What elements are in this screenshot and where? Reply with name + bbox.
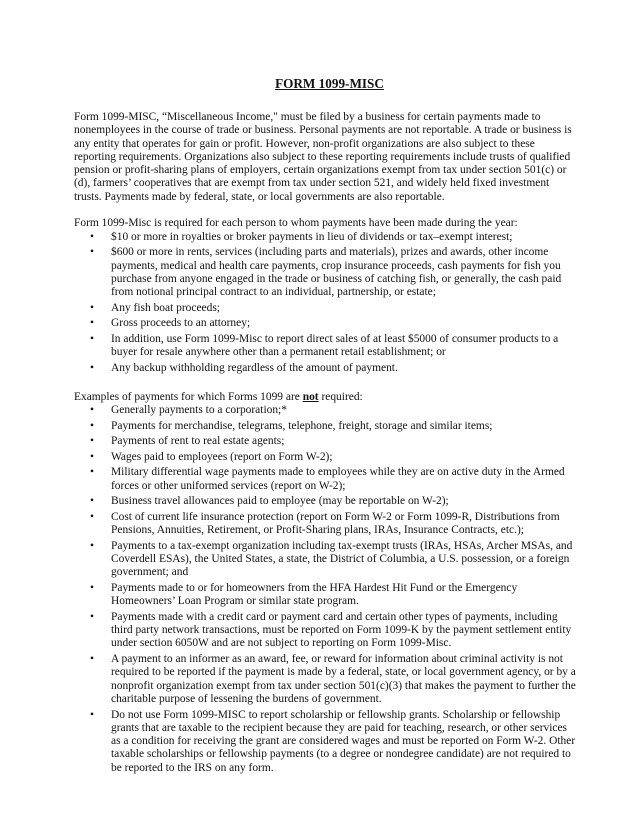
list-item	[74, 404, 577, 417]
list-item	[74, 611, 577, 651]
list-item-text: $600 or more in rents, services (including parts and materials), prizes and awards, other income payments, medical and health care payments, crop insurance proceeds, cash payments for fish you purchase from anyone engaged in the trade or business of catching fish, or generally, the cash paid from notional principal contract to an individual, partnership, or estate;	[111, 246, 562, 299]
bullet-icon: •	[90, 495, 95, 508]
list-item-text: Wages paid to employees (report on Form W-2);	[111, 450, 333, 463]
not-required-heading-start: Examples of payments for which Forms 1099 are	[74, 390, 303, 403]
not-required-heading	[74, 391, 577, 404]
bullet-icon: •	[90, 539, 95, 552]
list-item	[74, 495, 577, 508]
bullet-icon: •	[90, 317, 95, 330]
bullet-icon: •	[90, 246, 95, 259]
list-item	[74, 246, 577, 299]
list-item	[74, 435, 577, 448]
not-required-heading-end: required:	[318, 390, 363, 403]
required-heading: Form 1099-Misc is required for each person to whom payments have been made during the year:	[74, 217, 518, 230]
bullet-icon: •	[90, 610, 95, 623]
list-item-text: In addition, use Form 1099-Misc to report direct sales of at least $5000 of consumer products to a buyer for resale anywhere other than a permanent retail establishment; or	[111, 332, 559, 359]
list-item	[74, 466, 577, 493]
bullet-icon: •	[90, 450, 95, 463]
bullet-icon: •	[90, 301, 95, 314]
list-item-text: A payment to an informer as an award, fee, or reward for information about criminal activity is not required to be reported if the payment is made by a federal, state, or local government agency, or by a nonprofit organization exempt from tax under section 501(c)(3) that makes the payment to further the charitable purpose of lessening the burdens of government.	[111, 653, 576, 705]
bullet-icon: •	[90, 653, 95, 666]
list-item	[74, 317, 577, 330]
bullet-icon: •	[90, 332, 95, 345]
bullet-icon: •	[90, 230, 95, 243]
list-item	[74, 709, 577, 775]
spacer	[74, 377, 577, 390]
bullet-icon: •	[90, 581, 95, 594]
list-item	[74, 582, 577, 609]
list-item	[74, 451, 577, 464]
list-item-text: Military differential wage payments made to employees while they are on active duty in the Armed forces or other uniformed services (report on W-2);	[111, 466, 565, 492]
list-item	[74, 420, 577, 433]
page-title: FORM 1099-MISC	[275, 76, 384, 91]
list-item-text: Do not use Form 1099-MISC to report scholarship or fellowship grants. Scholarship or fellowship grants that are taxable to the recipient because they are paid for teaching, research, or other services as a condition for receiving the grant are considered wages and must be reported on Form W-2. Other taxable scholarships or fellowship payments (to a degree or nondegree candidate) are not required to be reported to the IRS on any form.	[111, 708, 576, 774]
required-list	[74, 231, 577, 375]
intro-paragraph: Form 1099-MISC, “Miscellaneous Income," must be filed by a business for certain payments made to nonemployees in the course of trade or business. Personal payments are not reportable. A trade or business is any entity that operates for gain or profit. However, non-profit organizations are also subject to these reporting requirements. Organizations also subject to these reporting requirements include trusts of qualified pension or profit-sharing plans of employers, certain organizations exempt from tax under section 501(c) or (d), farmers’ cooperatives that are exempt from tax under section 521, and widely held fixed investment trusts. Payments made by federal, state, or local governments are also reportable.	[74, 111, 572, 203]
bullet-icon: •	[90, 510, 95, 523]
list-item-text: Any backup withholding regardless of the amount of payment.	[111, 361, 398, 374]
list-item-text: Generally payments to a corporation;*	[111, 404, 287, 417]
list-item-text: Payments made with a credit card or payment card and certain other types of payments, including third party network transactions, must be reported on Form 1099-K by the payment settlement entity under section 6050W and are not subject to reporting on Form 1099-Misc.	[111, 610, 572, 650]
not-required-list	[74, 404, 577, 775]
list-item-text: $10 or more in royalties or broker payments in lieu of dividends or tax–exempt interest;	[111, 230, 513, 243]
bullet-icon: •	[90, 435, 95, 448]
list-item	[74, 362, 577, 375]
list-item-text: Payments for merchandise, telegrams, telephone, freight, storage and similar items;	[111, 419, 493, 432]
list-item-text: Payments made to or for homeowners from the HFA Hardest Hit Fund or the Emergency Homeowners’ Loan Program or similar state program.	[111, 581, 518, 608]
bullet-icon: •	[90, 419, 95, 432]
list-item-text: Any fish boat proceeds;	[111, 301, 220, 314]
bullet-icon: •	[90, 466, 95, 479]
bullet-icon: •	[90, 404, 95, 417]
list-item-text: Payments to a tax-exempt organization including tax-exempt trusts (IRAs, HSAs, Archer MSAs, and Coverdell ESAs), the United States, a state, the District of Columbia, a U.S. possession, or a foreign government; and	[111, 539, 573, 579]
spacer	[74, 204, 577, 217]
not-emphasis: not	[302, 390, 319, 403]
list-item	[74, 653, 577, 706]
list-item-text: Gross proceeds to an attorney;	[111, 317, 251, 330]
bullet-icon: •	[90, 708, 95, 721]
list-item	[74, 231, 577, 244]
list-item	[74, 333, 577, 360]
list-item-text: Payments of rent to real estate agents;	[111, 435, 285, 448]
list-item	[74, 302, 577, 315]
list-item-text: Cost of current life insurance protection (report on Form W-2 or Form 1099-R, Distributions from Pensions, Annuities, Retirement, or Profit-Sharing plans, IRAs, Insurance Contracts, etc.);	[111, 510, 560, 537]
list-item	[74, 511, 577, 538]
bullet-icon: •	[90, 361, 95, 374]
list-item-text: Business travel allowances paid to employee (may be reportable on W-2);	[111, 495, 449, 508]
list-item	[74, 540, 577, 580]
